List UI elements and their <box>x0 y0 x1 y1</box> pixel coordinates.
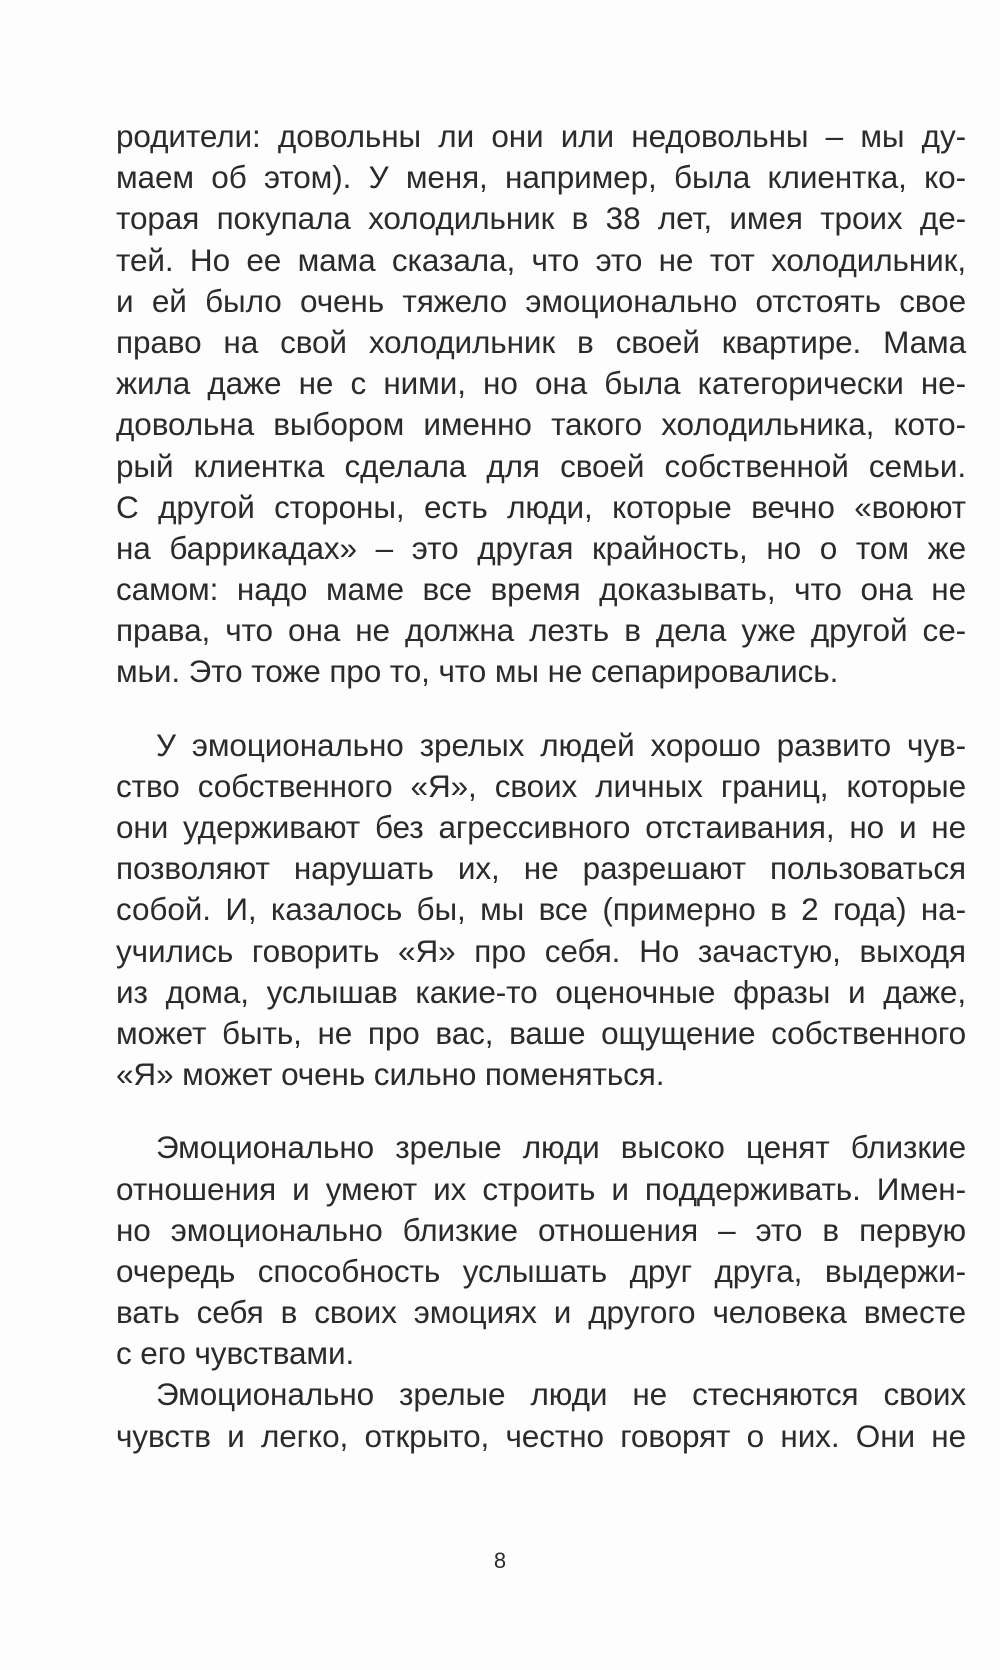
text-line: и ей было очень тяжело эмоционально отстоять свое <box>116 282 966 319</box>
text-line: на баррикадах» – это другая крайность, но о том же <box>116 529 966 566</box>
text-line: из дома, услышав какие-то оценочные фразы и даже, <box>116 973 966 1010</box>
body-text <box>116 116 966 1457</box>
text-line: отношения и умеют их строить и поддерживать. Имен- <box>116 1170 966 1207</box>
text-line: С другой стороны, есть люди, которые вечно «воюют <box>116 488 966 525</box>
text-line: Эмоционально зрелые люди высоко ценят близкие <box>156 1129 966 1166</box>
text-line: У эмоционально зрелых людей хорошо развито чув- <box>156 726 966 763</box>
text-line: они удерживают без агрессивного отстаивания, но и не <box>116 809 966 845</box>
text-line: вать себя в своих эмоциях и другого человека вместе <box>116 1294 966 1331</box>
text-line: торая покупала холодильник в 38 лет, имея троих де- <box>116 200 966 237</box>
paragraph-4 <box>116 1374 966 1456</box>
text-line: «Я» может очень сильно поменяться. <box>116 1056 665 1093</box>
text-line: жила даже не с ними, но она была категорически не- <box>116 365 966 402</box>
text-line: может быть, не про вас, ваше ощущение собственного <box>116 1014 966 1051</box>
text-line: учились говорить «Я» про себя. Но зачастую, выходя <box>116 932 966 969</box>
text-line: мьи. Это тоже про то, что мы не сепарировались. <box>116 653 839 690</box>
text-line: тей. Но ее мама сказала, что это не тот холодильник, <box>116 241 966 278</box>
text-line: чувств и легко, открыто, честно говорят о них. Они не <box>116 1417 966 1454</box>
paragraph-3 <box>116 1127 966 1374</box>
text-line: очередь способность услышать друг друга, выдержи- <box>116 1252 966 1289</box>
text-line: собой. И, казалось бы, мы все (примерно в 2 года) на- <box>116 891 966 928</box>
text-line: родители: довольны ли они или недовольны – мы ду- <box>116 118 966 154</box>
text-line: самом: надо маме все время доказывать, что она не <box>116 571 966 608</box>
paragraph-2 <box>116 725 966 1096</box>
text-line: но эмоционально близкие отношения – это в первую <box>116 1211 966 1248</box>
text-line: позволяют нарушать их, не разрешают пользоваться <box>116 850 966 887</box>
text-line: с его чувствами. <box>116 1335 355 1372</box>
text-line: право на свой холодильник в своей квартире. Мама <box>116 323 966 360</box>
text-line: рый клиентка сделала для своей собственной семьи. <box>116 447 966 484</box>
text-line: ство собственного «Я», своих личных границ, которые <box>116 767 966 804</box>
text-line: довольна выбором именно такого холодильника, кото- <box>116 406 966 443</box>
paragraph-1 <box>116 116 966 693</box>
text-line: маем об этом). У меня, например, была клиентка, ко- <box>116 159 966 196</box>
page-number: 8 <box>493 1548 507 1573</box>
paragraph-spacer <box>116 1095 966 1127</box>
paragraph-spacer <box>116 693 966 725</box>
text-line: права, что она не должна лезть в дела уже другой се- <box>116 612 966 649</box>
text-line: Эмоционально зрелые люди не стесняются своих <box>156 1376 966 1413</box>
